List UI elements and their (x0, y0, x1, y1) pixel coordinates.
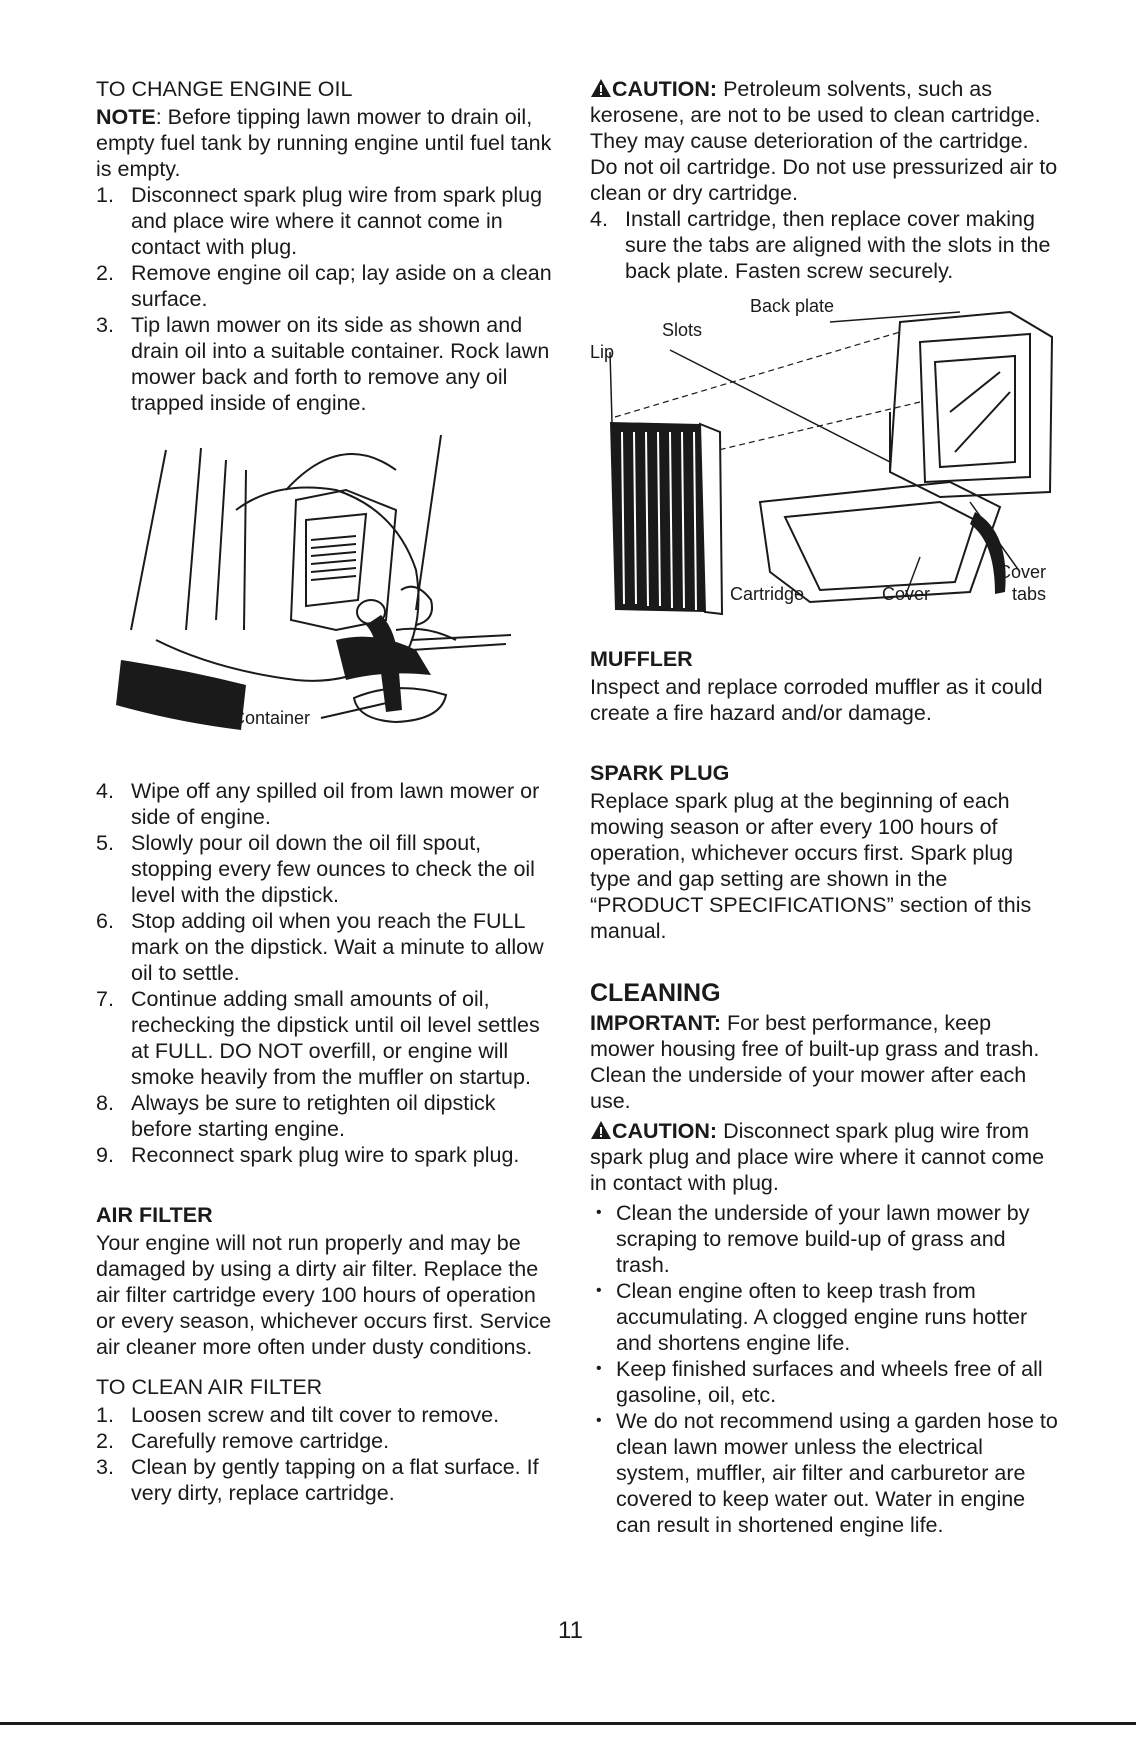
bottom-rule (0, 1722, 1136, 1725)
cover-tabs-label-line1: Cover (998, 562, 1047, 582)
air-filter-heading: AIR FILTER (96, 1203, 213, 1227)
lip-label: Lip (590, 342, 615, 362)
air-filter-figure (590, 292, 1058, 622)
muffler-heading: MUFFLER (590, 647, 693, 671)
step-text: Carefully remove cartridge. (131, 1429, 390, 1453)
step-number: 1. (96, 1403, 114, 1427)
step-number: 4. (96, 779, 114, 803)
step-number: 6. (96, 909, 114, 933)
step-text: Clean by gently tapping on a flat surface. If very dirty, replace cartridge. (131, 1455, 539, 1505)
cartridge-label: Cartridge (730, 584, 805, 604)
oil-steps-list-b (96, 778, 556, 1168)
step-number: 3. (96, 313, 114, 337)
air-filter-exploded-illustration (590, 292, 1058, 622)
step-text: Reconnect spark plug wire to spark plug. (131, 1143, 520, 1167)
list-item (96, 1428, 556, 1454)
slots-label: Slots (662, 320, 703, 340)
list-item (96, 830, 556, 908)
muffler-text: Inspect and replace corroded muffler as it could create a fire hazard and/or damage. (590, 675, 1043, 725)
step-text: Disconnect spark plug wire from spark plug and place wire where it cannot come in contact with plug. (131, 183, 543, 259)
caution-text: Disconnect spark plug wire from spark plug and place wire where it cannot come in contact with plug. (590, 1119, 1045, 1195)
oil-steps-list-a (96, 182, 556, 416)
step-text: Install cartridge, then replace cover making sure the tabs are aligned with the slots in the back plate. Fasten screw securely. (625, 207, 1051, 283)
caution-label: CAUTION: (612, 77, 718, 101)
list-item (96, 1454, 556, 1506)
oil-change-heading: TO CHANGE ENGINE OIL (96, 77, 353, 101)
list-item (96, 778, 556, 830)
warning-triangle-icon (590, 1120, 612, 1140)
step-text: Always be sure to retighten oil dipstick before starting engine. (131, 1091, 496, 1141)
cleaning-heading: CLEANING (590, 979, 721, 1007)
list-item (96, 908, 556, 986)
step-text: Loosen screw and tilt cover to remove. (131, 1403, 500, 1427)
list-item (590, 206, 1058, 284)
mower-tipped-illustration (96, 430, 556, 760)
clean-filter-steps (96, 1402, 556, 1506)
list-item (96, 1402, 556, 1428)
note-text: : Before tipping lawn mower to drain oil, empty fuel tank by running engine until fuel tank is empty. (96, 105, 552, 181)
list-item (96, 182, 556, 260)
spark-plug-heading: SPARK PLUG (590, 761, 730, 785)
list-item: • Clean engine often to keep trash from accumulating. A clogged engine runs hotter and shortens engine life. (590, 1278, 1058, 1356)
list-item (96, 1142, 556, 1168)
important-label: IMPORTANT: (590, 1011, 721, 1035)
cleaning-bullets (590, 1200, 1058, 1538)
step-number: 3. (96, 1455, 114, 1479)
oil-drain-figure (96, 430, 556, 760)
caution-text: Petroleum solvents, such as kerosene, are not to be used to clean cartridge. They may cause deterioration of the cartridge. Do not oil cartridge. Do not use pressurized air to clean or dry cartridge. (590, 77, 1058, 205)
step-number: 4. (590, 207, 608, 231)
step-number: 2. (96, 1429, 114, 1453)
list-item: • Clean the underside of your lawn mower by scraping to remove build-up of grass and trash. (590, 1200, 1058, 1278)
caution-disconnect (590, 1118, 1058, 1196)
cover-tabs-label-line2: tabs (1012, 584, 1047, 604)
step-text: Slowly pour oil down the oil fill spout, stopping every few ounces to check the oil level with the dipstick. (131, 831, 535, 907)
step-text: Stop adding oil when you reach the FULL mark on the dipstick. Wait a minute to allow oil to settle. (131, 909, 544, 985)
spark-plug-text: Replace spark plug at the beginning of each mowing season or after every 100 hours of operation, whichever occurs first. Spark plug type and gap setting are shown in the “PRODUCT SPECIFICATIONS” section of this manual. (590, 789, 1032, 943)
cover-label: Cover (882, 584, 931, 604)
step-number: 9. (96, 1143, 114, 1167)
step-text: Continue adding small amounts of oil, rechecking the dipstick until oil level settles at FULL. DO NOT overfill, or engine will smoke heavily from the muffler on startup. (131, 987, 540, 1089)
warning-triangle-icon (590, 78, 612, 98)
clean-air-filter-heading: TO CLEAN AIR FILTER (96, 1375, 323, 1399)
oil-note (96, 104, 556, 182)
list-item (96, 986, 556, 1090)
list-item (96, 312, 556, 416)
step-number: 7. (96, 987, 114, 1011)
air-filter-text: Your engine will not run properly and may be damaged by using a dirty air filter. Replace the air filter cartridge every 100 hours of operation or every season, whichever occurs first. Service air cleaner more often under dusty conditions. (96, 1231, 552, 1359)
important-text: For best performance, keep mower housing free of built-up grass and trash. Clean the underside of your mower after each use. (590, 1011, 1040, 1113)
step-text: Remove engine oil cap; lay aside on a clean surface. (131, 261, 552, 311)
step-number: 8. (96, 1091, 114, 1115)
back-plate-label: Back plate (750, 296, 835, 316)
container-label: Container (232, 708, 311, 728)
page-number: 11 (558, 1617, 583, 1644)
right-column (590, 76, 1058, 1538)
install-step (590, 206, 1058, 284)
list-item: • We do not recommend using a garden hose to clean lawn mower unless the electrical system, muffler, air filter and carburetor are covered to keep water out. Water in engine can result in shortened engine life. (590, 1408, 1058, 1538)
note-label: NOTE (96, 105, 156, 129)
step-text: Wipe off any spilled oil from lawn mower or side of engine. (131, 779, 540, 829)
step-text: Tip lawn mower on its side as shown and drain oil into a suitable container. Rock lawn mower back and forth to remove any oil trapped inside of engine. (131, 313, 550, 415)
caution-label: CAUTION: (612, 1119, 718, 1143)
step-number: 1. (96, 183, 114, 207)
list-item (96, 1090, 556, 1142)
list-item (96, 260, 556, 312)
step-number: 2. (96, 261, 114, 285)
list-item: • Keep finished surfaces and wheels free of all gasoline, oil, etc. (590, 1356, 1058, 1408)
left-column (96, 76, 556, 1506)
step-number: 5. (96, 831, 114, 855)
caution-solvents (590, 76, 1058, 206)
important-note (590, 1010, 1058, 1114)
